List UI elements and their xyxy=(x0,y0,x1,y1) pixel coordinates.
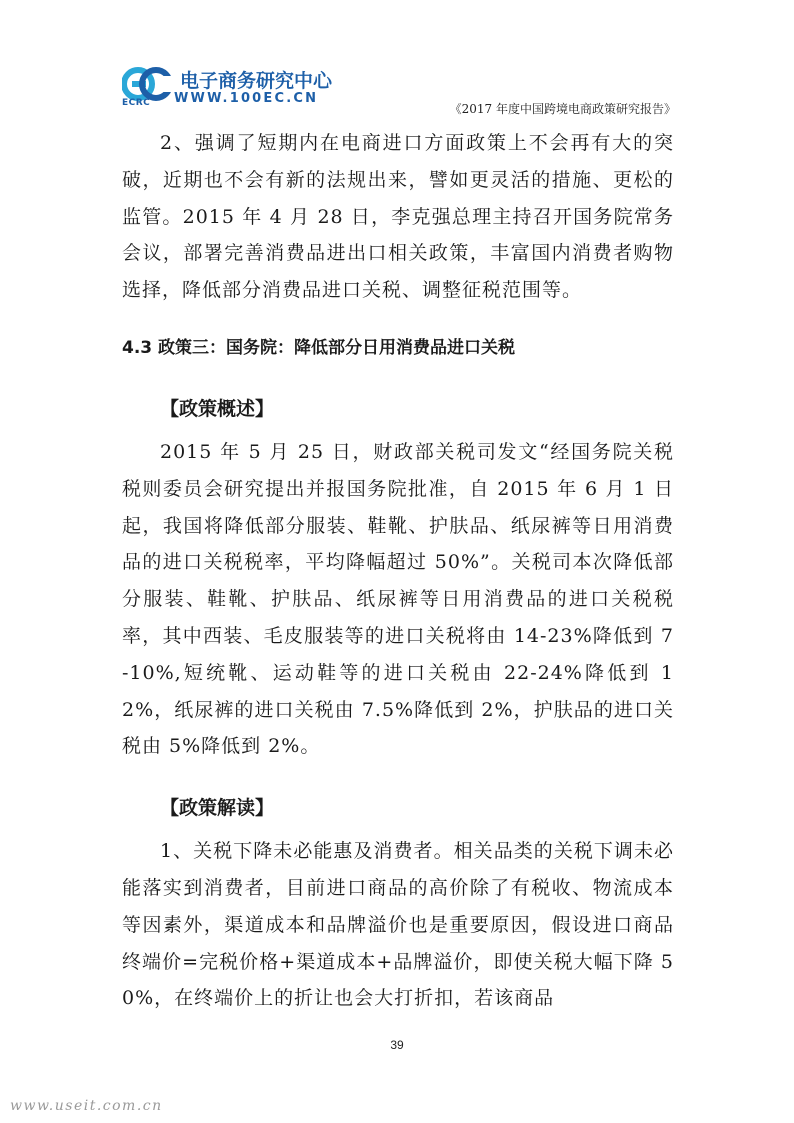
section-heading: 4.3 政策三：国务院：降低部分日用消费品进口关税 xyxy=(122,337,516,358)
paragraph-policy-stance: 2、强调了短期内在电商进口方面政策上不会再有大的突破，近期也不会有新的法规出来，譬如更灵活的措施、更松的监管。2015 年 4 月 28 日，李克强总理主持召开国务院常务会议，部署完善消费品进出口相关政策，丰富国内消费者购物选择，降低部分消费品进口关税、调整征税范围等。 xyxy=(122,132,674,302)
logo-name: 电子商务研究中心 xyxy=(180,70,333,92)
paragraph-policy-interpretation: 1、关税下降未必能惠及消费者。相关品类的关税下调未必能落实到消费者，目前进口商品的高价除了有税收、物流成本等因素外，渠道成本和品牌溢价也是重要原因，假设进口商品终端价=完税价格+渠道成本+品牌溢价，即使关税大幅下降 50%，在终端价上的折让也会大打折扣，若该商品 xyxy=(122,840,674,1010)
paragraph-policy-overview: 2015 年 5 月 25 日，财政部关税司发文“经国务院关税税则委员会研究提出并报国务院批准，自 2015 年 6 月 1 日起，我国将降低部分服装、鞋靴、护肤品、纸尿裤等日用消费品的进口关税税率，平均降幅超过 50%”。关税司本次降低部分服装、鞋靴、护肤品、纸尿裤等日用消费品的进口关税税率，其中西装、毛皮服装等的进口关税将由 14-23%降低到 7-10%,短统靴、运动鞋等的进口关税由 22-24%降低到 12%，纸尿裤的进口关税由 7.5%降低到 2%，护肤品的进口关税由 5%降低到 2%。 xyxy=(122,440,674,758)
page-content xyxy=(122,125,674,1017)
logo-url: WWW.100EC.CN xyxy=(174,91,319,106)
overview-heading: 【政策概述】 xyxy=(160,397,275,420)
page-number: 39 xyxy=(390,1038,404,1052)
report-title: 《2017 年度中国跨境电商政策研究报告》 xyxy=(449,102,676,116)
logo-abbr: ECRC xyxy=(122,98,151,108)
watermark: www.useit.com.cn xyxy=(10,1098,163,1114)
interpretation-heading: 【政策解读】 xyxy=(160,797,275,820)
